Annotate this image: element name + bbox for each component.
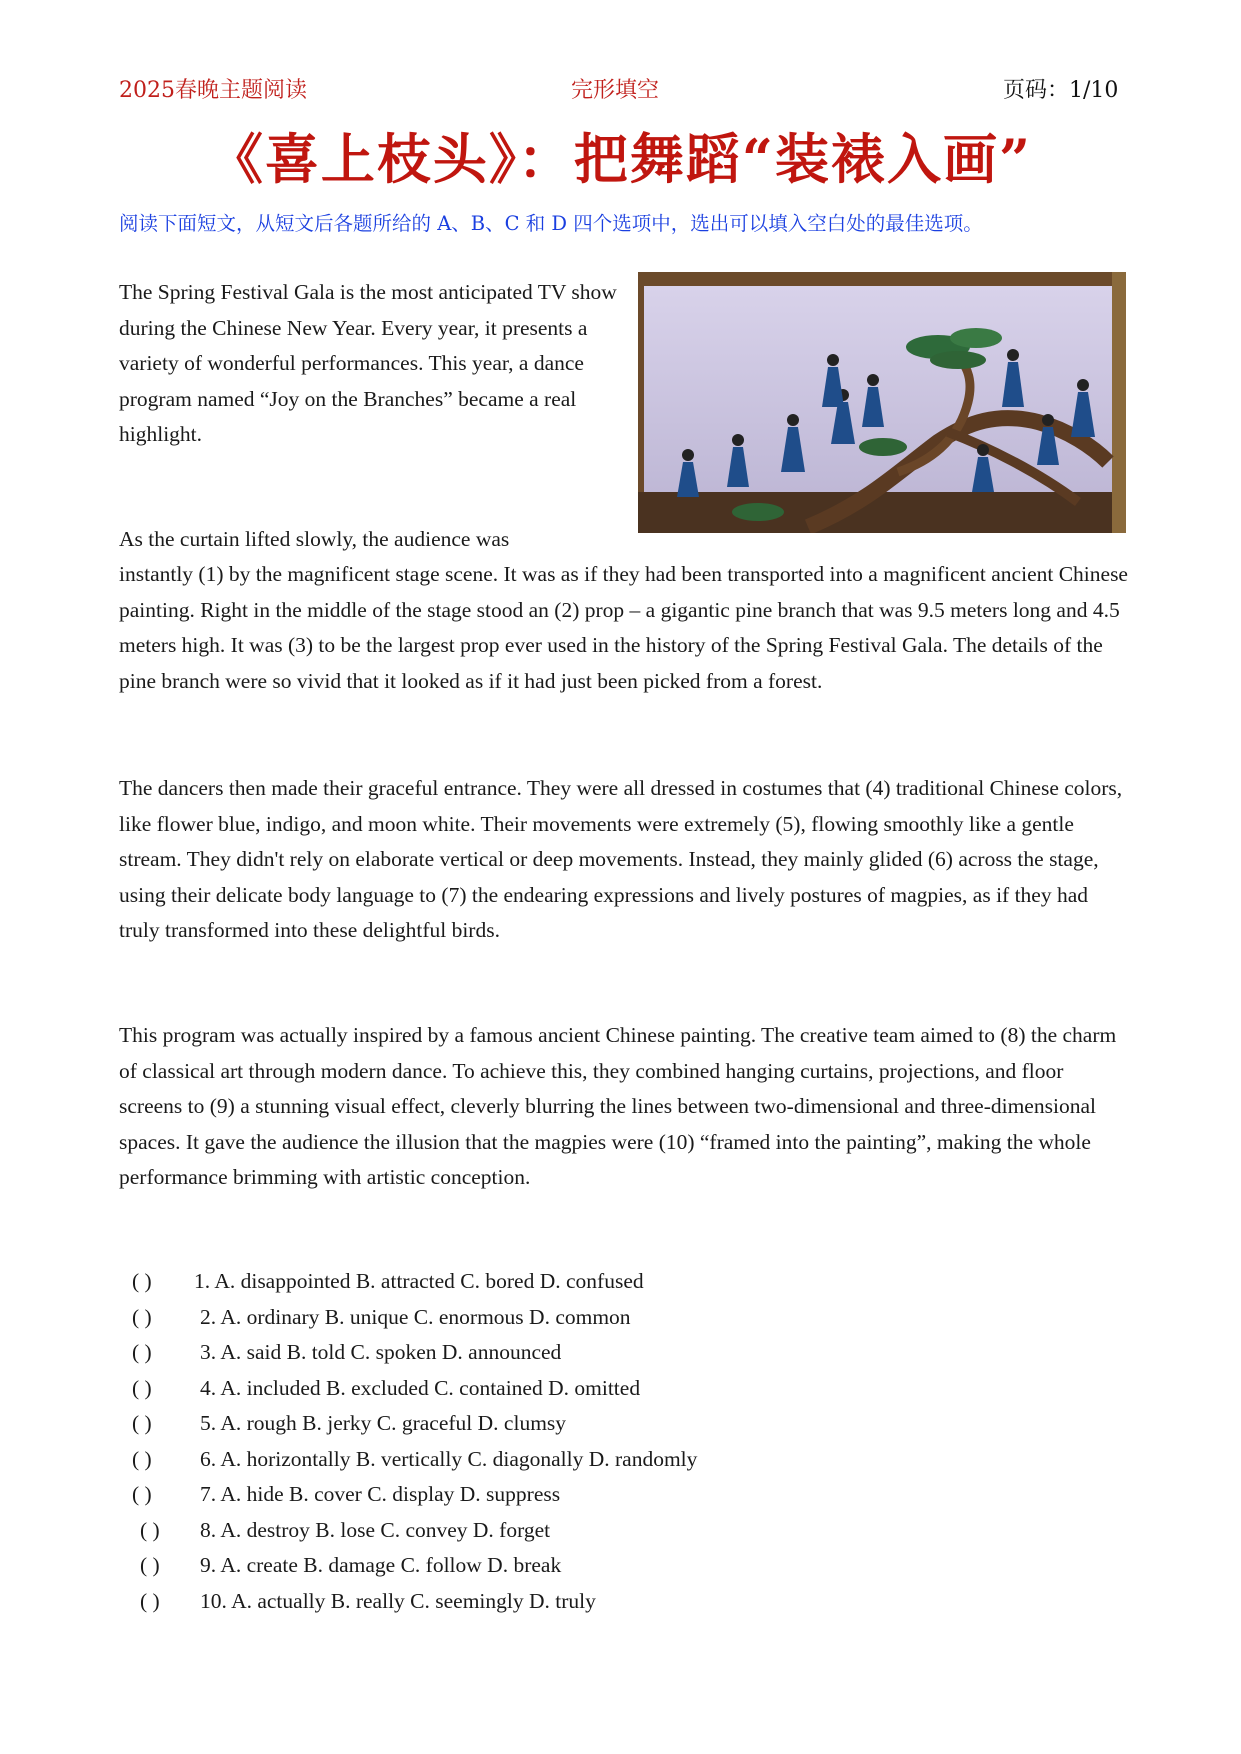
answer-blank[interactable]: ( ) bbox=[132, 1304, 152, 1329]
passage-paragraph-2-start: As the curtain lifted slowly, the audience was bbox=[119, 527, 510, 551]
answer-blank[interactable]: ( ) bbox=[132, 1269, 152, 1293]
question-options: 7. A. hide B. cover C. display D. suppress bbox=[200, 1482, 561, 1506]
page-title: 《喜上枝头》：把舞蹈“装裱入画” bbox=[208, 127, 1033, 191]
question-options: 8. A. destroy B. lose C. convey D. forget bbox=[200, 1517, 551, 1542]
answer-blank[interactable]: ( ) bbox=[132, 1446, 152, 1471]
question-row bbox=[132, 1300, 1032, 1336]
question-row bbox=[132, 1548, 1032, 1584]
answer-blank[interactable]: ( ) bbox=[132, 1482, 152, 1506]
answer-blank[interactable]: ( ) bbox=[132, 1411, 152, 1435]
question-row bbox=[132, 1513, 1032, 1549]
question-options: 6. A. horizontally B. vertically C. diagonally D. randomly bbox=[200, 1446, 698, 1471]
passage-paragraph-3: The dancers then made their graceful entrance. They were all dressed in costumes that (4) traditional Chinese colors, like flower blue, indigo, and moon white. Their movements were extremely (5), flowing smoothly like a gentle stream. They didn't rely on elaborate vertical or deep movements. Instead, they mainly glided (6) across the stage, using their delicate body language to (7) the endearing expressions and lively postures of magpies, as if they had truly transformed into these delightful birds. bbox=[119, 776, 1123, 942]
question-row bbox=[132, 1584, 1032, 1620]
header-section: 完形填空 bbox=[571, 78, 660, 103]
passage-paragraph-2: instantly (1) by the magnificent stage scene. It was as if they had been transported into a magnificent ancient Chinese painting. Right in the middle of the stage stood an (2) prop – a gigantic pine branch that was 9.5 meters long and 4.5 meters high. It was (3) to be the largest prop ever used in the history of the Spring Festival Gala. The details of the pine branch were so vivid that it looked as if it had just been picked from a forest. bbox=[119, 562, 1128, 693]
question-options: 2. A. ordinary B. unique C. enormous D. common bbox=[200, 1304, 631, 1329]
answer-blank[interactable]: ( ) bbox=[132, 1375, 152, 1400]
question-row bbox=[132, 1371, 1032, 1407]
header-topic: 2025春晚主题阅读 bbox=[119, 78, 307, 103]
header-page-number: 页码：1/10 bbox=[1003, 78, 1119, 103]
question-row bbox=[132, 1335, 1032, 1371]
question-options: 4. A. included B. excluded C. contained D. omitted bbox=[200, 1375, 641, 1400]
question-list bbox=[132, 1264, 1032, 1619]
answer-blank[interactable]: ( ) bbox=[140, 1517, 160, 1542]
answer-blank[interactable]: ( ) bbox=[132, 1340, 152, 1364]
question-options: 3. A. said B. told C. spoken D. announced bbox=[200, 1340, 562, 1364]
instruction-text: 阅读下面短文，从短文后各题所给的 A、B、C 和 D 四个选项中，选出可以填入空白处的最佳选项。 bbox=[119, 212, 983, 235]
passage-paragraph-4: This program was actually inspired by a famous ancient Chinese painting. The creative team aimed to (8) the charm of classical art through modern dance. To achieve this, they combined hanging curtains, projections, and floor screens to (9) a stunning visual effect, cleverly blurring the lines between two-dimensional and three-dimensional spaces. It gave the audience the illusion that the magpies were (10) “framed into the painting”, making the whole performance brimming with artistic conception. bbox=[119, 1023, 1117, 1189]
answer-blank[interactable]: ( ) bbox=[140, 1588, 160, 1613]
question-row bbox=[132, 1406, 1032, 1442]
question-row bbox=[132, 1264, 1032, 1300]
passage-paragraph-1: The Spring Festival Gala is the most anticipated TV show during the Chinese New Year. Every year, it presents a variety of wonderful performances. This year, a dance program named “Joy on the Branches” became a real highlight. bbox=[119, 280, 617, 446]
dance-stage-photo bbox=[638, 272, 1126, 533]
question-row bbox=[132, 1477, 1032, 1513]
question-row bbox=[132, 1442, 1032, 1478]
answer-blank[interactable]: ( ) bbox=[140, 1553, 160, 1577]
question-options: 5. A. rough B. jerky C. graceful D. clumsy bbox=[200, 1411, 567, 1435]
question-options: 1. A. disappointed B. attracted C. bored D. confused bbox=[194, 1269, 644, 1293]
question-options: 9. A. create B. damage C. follow D. break bbox=[200, 1553, 562, 1577]
question-options: 10. A. actually B. really C. seemingly D. truly bbox=[200, 1588, 596, 1613]
